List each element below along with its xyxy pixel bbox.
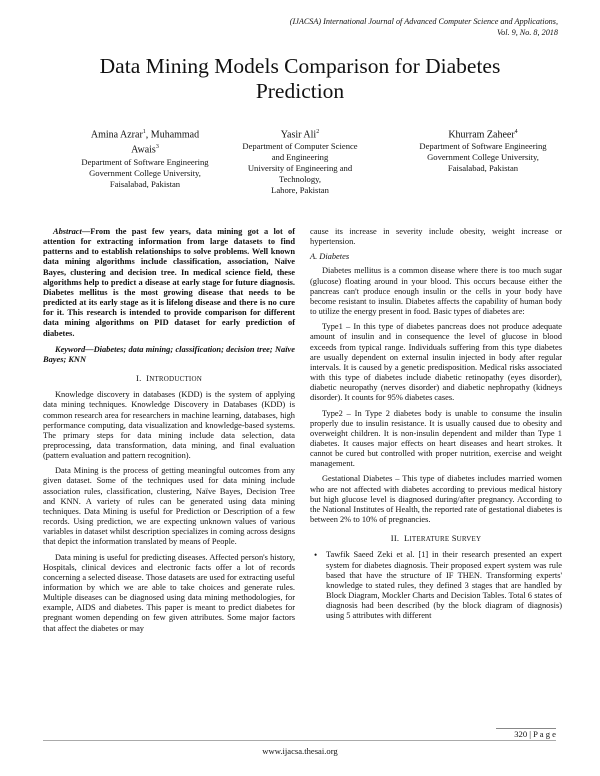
diabetes-paragraph: Diabetes mellitus is a common disease where there is too much sugar (glucose) floating around in your blood. This occurs because either the pancreas can't produce enough insulin or the cells in your body have become resistant to insulin. Diabetes affects the capability of human body to utilize the energy present in food. Basic types of diabetes are: [310, 266, 562, 317]
type2-paragraph: Type2 – In Type 2 diabetes body is unable to consume the insulin properly due to insulin resistance. It is usually caused due to obesity and overweight children. It is non-insulin dependent and milder than Type 1 diabetes. It causes major effects on heart diseases and heart strokes. It cannot be cured but controlled with proper nutrition, exercise and weight management. [310, 408, 562, 469]
author-affil: Government College University, [89, 167, 201, 178]
gestational-paragraph: Gestational Diabetes – This type of diabetes includes married women who are not affected with diabetes according to previous medical history but high glucose level is diagnosed during/after pregnancy. According to the National Institutes of Health, the reported rate of gestational diabetes is between 2% to 10% of pregnancies. [310, 474, 562, 525]
page-number: 320 | P a g e [496, 728, 556, 739]
author-affil: Department of Computer Science [242, 141, 358, 152]
list-item: • Tawfik Saeed Zeki et al. [1] in their research presented an expert system for diabetes diagnosis. Their proposed expert system was rule based that have the structure of IF THEN. Transforming experts' knowledge to stated rules, they defined 3 stages that are handled by Block Diagram, Mockler Charts and Decision Tables. Total 6 states of diagnosis had been described (by the block diagram of diagnosis) using 5 attributes with different [314, 550, 562, 621]
keywords: Keyword—Diabetes; data mining; classification; decision tree; Naïve Bayes; KNN [43, 344, 295, 364]
continued-paragraph: cause its increase in severity include obesity, weight increase or hypertension. [310, 227, 562, 247]
abstract: Abstract—From the past few years, data mining got a lot of attention for extracting information from large datasets to find patterns and to establish relationships to solve problems. Well known data mining algorithms include classification, association, Naïve Bayes, clustering and decision tree. In medical science field, these algorithms help to predict a disease at early stage for future diagnosis. Diabetes mellitus is the most growing disease that needs to be predicted at its early stage as it is lifelong disease and there is no cure for it. This research is intended to provide comparison for different data mining algorithms on PID dataset for early prediction of diabetes. [43, 227, 295, 338]
journal-header-line2: Vol. 9, No. 8, 2018 [497, 27, 558, 37]
author-name-1: Amina Azrar$^1$, Muhammad [90, 129, 200, 141]
author-affil: Technology, [278, 174, 322, 185]
author-affil: Government College University, [427, 152, 539, 163]
author-block-2 [215, 126, 385, 196]
paper-title-line2: Prediction [255, 79, 345, 103]
journal-header-line1: (IJACSA) International Journal of Advanced Computer Science and Applications, [289, 17, 558, 26]
footer-divider [43, 740, 556, 741]
intro-paragraph: Data Mining is the process of getting meaningful outcomes from any given dataset. Some of the techniques used for data mining include association rules, classification, clustering, Naïve Bayes, Decision Tree and KNN. A variety of rules can be generated using data mining techniques. Data Mining is useful for Prediction or Description of a few records. Using prediction, we are expecting unknown values of various variables in dataset whilst description specializes in coming across designs that depict the information translated by means of People. [43, 466, 295, 547]
author-name-3: Awais$^3$ [131, 144, 159, 156]
left-column [43, 227, 295, 639]
author-name-4: Khurram Zaheer$^4$ [448, 129, 518, 141]
author-affil: Department of Software Engineering [419, 141, 547, 152]
intro-paragraph: Data mining is useful for predicting diseases. Affected person's history, Hospitals, clinical devices and electronic facts offer a lot of records concerning a selected disease. Those datasets are used for extracting useful information by which we are able to take choices and generate rules. Multiple diseases can be diagnosed using data mining methodologies, for example, AIDS and diabetes. This paper is meant to predict diabetes for pregnant women depending on few given attributes. Some major factors that affect the diabetes or may [43, 552, 295, 633]
type1-paragraph: Type1 – In this type of diabetes pancreas does not produce adequate amount of insulin and in consequence the level of glucose in blood exceeds from typical range. Individuals suffering from this type diabetes are usually dependent on external insulin injected in body after regular intervals. It is caused by a genetic predisposition. Medical risks associated with this type of diabetes include diabetic retinopathy (eyes disorder), diabetic neuropathy (nerves disorder) and diabetic nephropathy (kidneys disorder). It counts for 95% diabetes cases. [310, 322, 562, 403]
journal-url: www.ijacsa.thesai.org [262, 746, 338, 756]
paper-title-line1: Data Mining Models Comparison for Diabetes [99, 54, 501, 78]
author-name-2: Yasir Ali$^2$ [280, 129, 320, 141]
author-block-4 [398, 126, 568, 174]
section-heading-literature-survey: II. LITERATURE SURVEY [390, 533, 482, 544]
author-affil: Lahore, Pakistan [271, 185, 329, 196]
journal-header [218, 17, 558, 38]
author-block-1 [60, 126, 230, 190]
author-affil: Faisalabad, Pakistan [447, 163, 519, 174]
author-affil: Department of Software Engineering [81, 156, 209, 167]
author-affil: University of Engineering and [247, 163, 353, 174]
section-heading-introduction: I. INTRODUCTION [136, 373, 202, 384]
subsection-heading-diabetes: A. Diabetes [310, 252, 350, 262]
literature-list [310, 550, 562, 621]
bullet-icon: • [314, 550, 318, 561]
paper-title [40, 54, 560, 104]
author-affil: and Engineering [271, 152, 329, 163]
author-affil: Faisalabad, Pakistan [109, 178, 181, 189]
right-column [310, 227, 562, 621]
intro-paragraph: Knowledge discovery in databases (KDD) is the system of applying data mining techniques. Knowledge Discovery in Databases (KDD) is common research area for researchers in machine learning, databases, high performance computing, data visualization and knowledge-based systems. The primary steps for data mining include data selection, data preprocessing, data transformation, data mining, and final evaluation (pattern evaluation and pattern recognition). [43, 390, 295, 461]
